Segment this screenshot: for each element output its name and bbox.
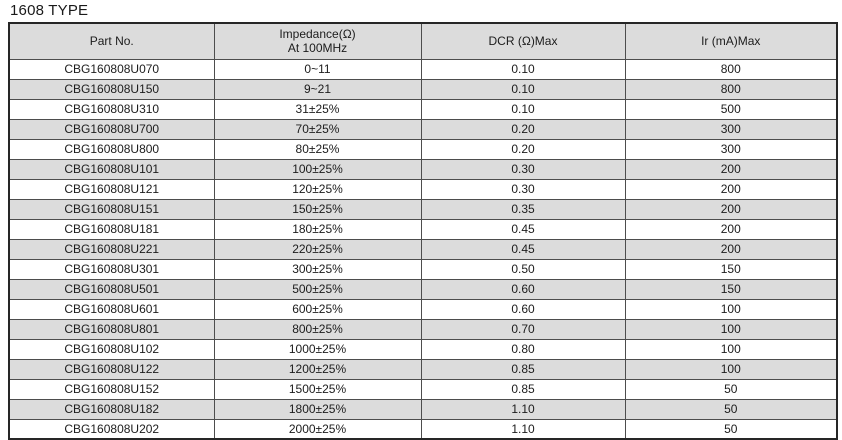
part-no-cell: CBG160808U601	[9, 299, 214, 319]
dcr-cell: 0.85	[421, 359, 625, 379]
dcr-cell: 0.20	[421, 139, 625, 159]
col-header-part-no	[9, 23, 214, 59]
part-no-cell: CBG160808U202	[9, 419, 214, 439]
part-no-cell: CBG160808U181	[9, 219, 214, 239]
dcr-cell: 0.35	[421, 199, 625, 219]
ir-cell: 100	[625, 359, 837, 379]
table-row	[9, 139, 837, 159]
ir-cell: 100	[625, 319, 837, 339]
part-no-cell: CBG160808U310	[9, 99, 214, 119]
impedance-cell: 1800±25%	[214, 399, 421, 419]
dcr-cell: 1.10	[421, 419, 625, 439]
dcr-cell: 0.60	[421, 279, 625, 299]
table-row	[9, 419, 837, 439]
part-no-cell: CBG160808U150	[9, 79, 214, 99]
ir-cell: 200	[625, 199, 837, 219]
part-no-cell: CBG160808U301	[9, 259, 214, 279]
ir-cell: 150	[625, 279, 837, 299]
part-no-cell: CBG160808U121	[9, 179, 214, 199]
ir-cell: 800	[625, 59, 837, 79]
table-row	[9, 179, 837, 199]
table-body	[9, 59, 837, 439]
col-header-ir-label: Ir (mA)Max	[701, 34, 761, 49]
ir-cell: 50	[625, 399, 837, 419]
table-row	[9, 299, 837, 319]
page-title: 1608 TYPE	[10, 2, 89, 19]
dcr-cell: 0.10	[421, 79, 625, 99]
part-no-cell: CBG160808U151	[9, 199, 214, 219]
table-row	[9, 59, 837, 79]
impedance-cell: 180±25%	[214, 219, 421, 239]
ir-cell: 300	[625, 139, 837, 159]
part-no-cell: CBG160808U101	[9, 159, 214, 179]
impedance-spec-table	[8, 22, 838, 440]
part-no-cell: CBG160808U221	[9, 239, 214, 259]
table-row	[9, 79, 837, 99]
dcr-cell: 0.70	[421, 319, 625, 339]
impedance-cell: 100±25%	[214, 159, 421, 179]
impedance-cell: 80±25%	[214, 139, 421, 159]
part-no-cell: CBG160808U070	[9, 59, 214, 79]
table-row	[9, 279, 837, 299]
ir-cell: 200	[625, 219, 837, 239]
impedance-cell: 2000±25%	[214, 419, 421, 439]
part-no-cell: CBG160808U102	[9, 339, 214, 359]
impedance-cell: 0~11	[214, 59, 421, 79]
table-row	[9, 119, 837, 139]
impedance-cell: 500±25%	[214, 279, 421, 299]
impedance-cell: 120±25%	[214, 179, 421, 199]
dcr-cell: 0.10	[421, 59, 625, 79]
dcr-cell: 0.20	[421, 119, 625, 139]
dcr-cell: 0.30	[421, 179, 625, 199]
impedance-cell: 9~21	[214, 79, 421, 99]
dcr-cell: 0.10	[421, 99, 625, 119]
ir-cell: 200	[625, 179, 837, 199]
part-no-cell: CBG160808U501	[9, 279, 214, 299]
table-row	[9, 399, 837, 419]
part-no-cell: CBG160808U800	[9, 139, 214, 159]
table-header	[9, 23, 837, 59]
dcr-cell: 0.50	[421, 259, 625, 279]
dcr-cell: 0.80	[421, 339, 625, 359]
ir-cell: 100	[625, 339, 837, 359]
impedance-cell: 150±25%	[214, 199, 421, 219]
col-header-dcr	[421, 23, 625, 59]
ir-cell: 100	[625, 299, 837, 319]
table-row	[9, 99, 837, 119]
table-row	[9, 359, 837, 379]
ir-cell: 50	[625, 379, 837, 399]
table-row	[9, 379, 837, 399]
ir-cell: 800	[625, 79, 837, 99]
col-header-part-no-label: Part No.	[89, 34, 134, 49]
table-row	[9, 159, 837, 179]
dcr-cell: 0.45	[421, 219, 625, 239]
dcr-cell: 1.10	[421, 399, 625, 419]
dcr-cell: 0.85	[421, 379, 625, 399]
table-row	[9, 259, 837, 279]
impedance-cell: 300±25%	[214, 259, 421, 279]
impedance-cell: 1200±25%	[214, 359, 421, 379]
ir-cell: 150	[625, 259, 837, 279]
dcr-cell: 0.60	[421, 299, 625, 319]
ir-cell: 50	[625, 419, 837, 439]
ir-cell: 300	[625, 119, 837, 139]
table-row	[9, 219, 837, 239]
part-no-cell: CBG160808U182	[9, 399, 214, 419]
dcr-cell: 0.45	[421, 239, 625, 259]
table-row	[9, 199, 837, 219]
col-header-impedance	[214, 23, 421, 59]
col-header-dcr-label: DCR (Ω)Max	[488, 34, 558, 49]
impedance-cell: 1000±25%	[214, 339, 421, 359]
dcr-cell: 0.30	[421, 159, 625, 179]
ir-cell: 500	[625, 99, 837, 119]
impedance-cell: 1500±25%	[214, 379, 421, 399]
ir-cell: 200	[625, 159, 837, 179]
part-no-cell: CBG160808U152	[9, 379, 214, 399]
impedance-cell: 800±25%	[214, 319, 421, 339]
col-header-ir	[625, 23, 837, 59]
impedance-cell: 70±25%	[214, 119, 421, 139]
ir-cell: 200	[625, 239, 837, 259]
part-no-cell: CBG160808U801	[9, 319, 214, 339]
part-no-cell: CBG160808U700	[9, 119, 214, 139]
table-row	[9, 239, 837, 259]
col-header-impedance-line1: Impedance(Ω)	[279, 27, 356, 42]
impedance-cell: 220±25%	[214, 239, 421, 259]
table-header-row	[9, 23, 837, 59]
impedance-cell: 600±25%	[214, 299, 421, 319]
table-row	[9, 339, 837, 359]
impedance-cell: 31±25%	[214, 99, 421, 119]
table-row	[9, 319, 837, 339]
col-header-impedance-line2: At 100MHz	[287, 41, 348, 56]
part-no-cell: CBG160808U122	[9, 359, 214, 379]
